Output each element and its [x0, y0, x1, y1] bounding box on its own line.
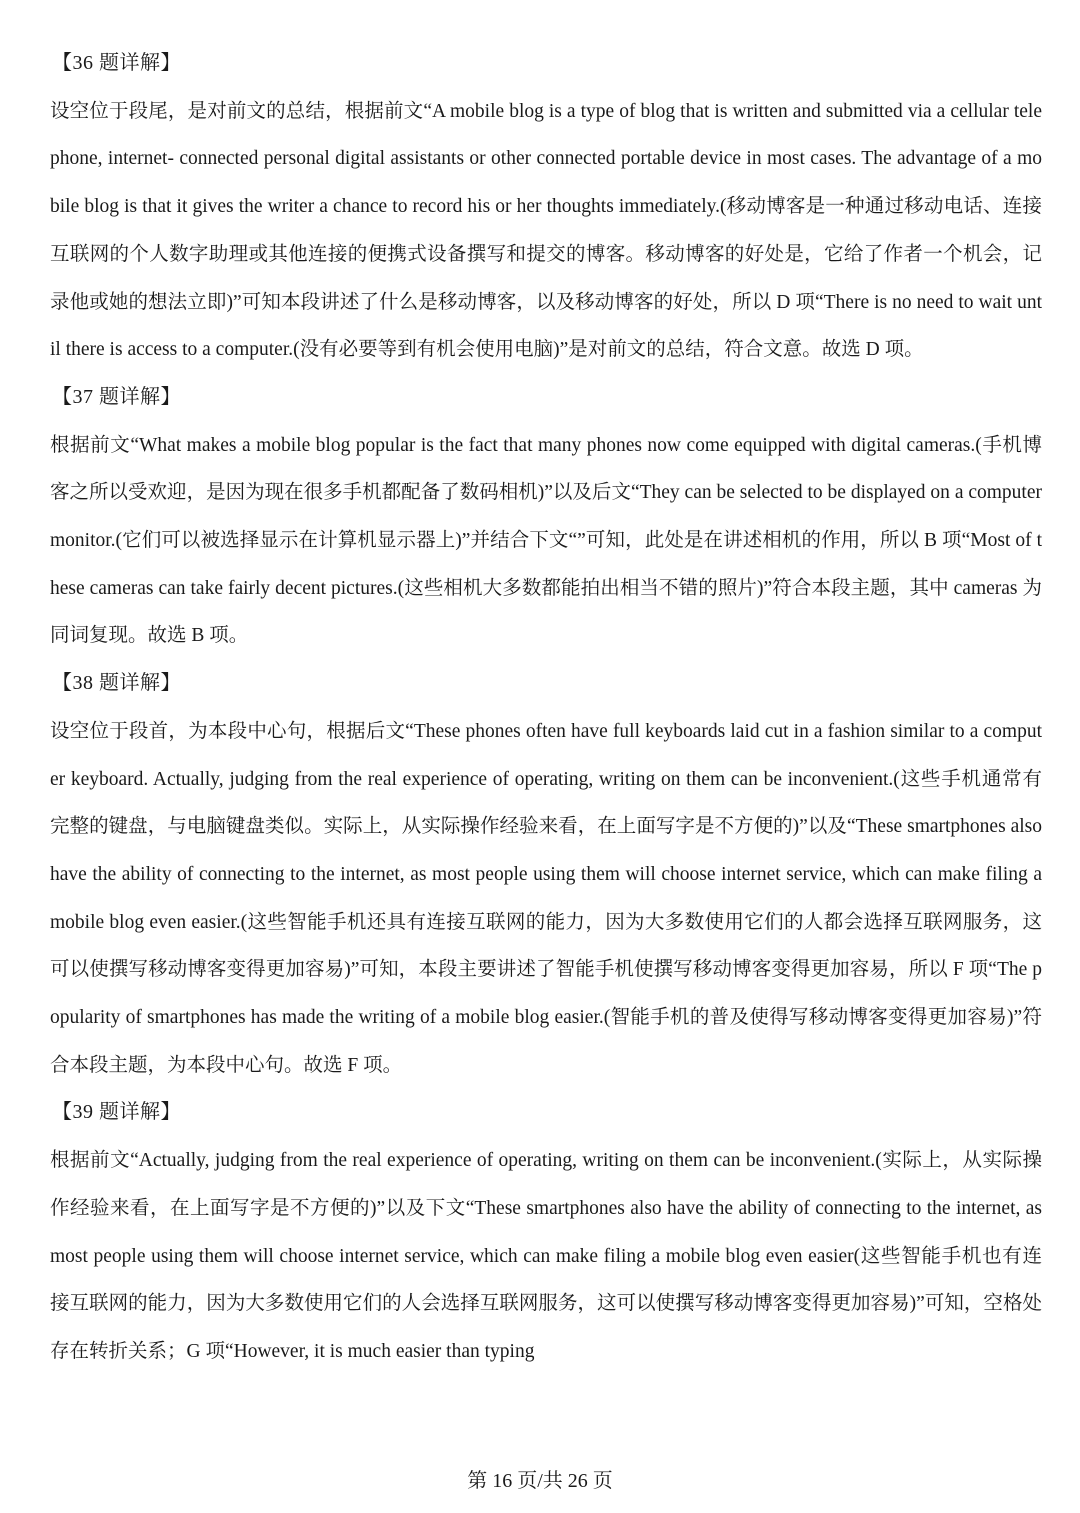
- explanation-39: [50, 1089, 1042, 1375]
- section-body: 设空位于段尾，是对前文的总结，根据前文“A mobile blog is a type of blog that is written and submitted via a cellular telephone, internet- connected personal digital assistants or other connected portable device in most cases. The advantage of a mobile blog is that it gives the writer a chance to record his or her thoughts immediately.(移动博客是一种通过移动电话、连接互联网的个人数字助理或其他连接的便携式设备撰写和提交的博客。移动博客的好处是，它给了作者一个机会，记录他或她的想法立即)”可知本段讲述了什么是移动博客，以及移动博客的好处，所以 D 项“There is no need to wait until there is access to a computer.(没有必要等到有机会使用电脑)”是对前文的总结，符合文意。故选 D 项。: [50, 100, 1042, 361]
- explanation-36: [50, 40, 1042, 374]
- section-body: 根据前文“Actually, judging from the real experience of operating, writing on them can be inconvenient.(实际上，从实际操作经验来看，在上面写字是不方便的)”以及下文“These smartphones also have the ability of connecting to the internet, as most people using them will choose internet service, which can make filing a mobile blog even easier(这些智能手机也有连接互联网的能力，因为大多数使用它们的人会选择互联网服务，这可以使撰写移动博客变得更加容易)”可知，空格处存在转折关系；G 项“However, it is much easier than typing: [50, 1150, 1042, 1362]
- document-page: [50, 40, 1042, 1376]
- section-heading: 【38 题详解】: [52, 672, 181, 695]
- explanation-38: [50, 660, 1042, 1089]
- section-body: 根据前文“What makes a mobile blog popular is the fact that many phones now come equipped with digital cameras.(手机博客之所以受欢迎，是因为现在很多手机都配备了数码相机)”以及后文“They can be selected to be displayed on a computer monitor.(它们可以被选择显示在计算机显示器上)”并结合下文“”可知，此处是在讲述相机的作用，所以 B 项“Most of these cameras can take fairly decent pictures.(这些相机大多数都能拍出相当不错的照片)”符合本段主题，其中 cameras 为同词复现。故选 B 项。: [50, 434, 1042, 647]
- explanation-37: [50, 374, 1042, 660]
- section-heading: 【37 题详解】: [52, 385, 181, 408]
- section-heading: 【36 题详解】: [52, 52, 181, 74]
- section-body: 设空位于段首，为本段中心句，根据后文“These phones often have full keyboards laid cut in a fashion similar to a computer keyboard. Actually, judging from the real experience of operating, writing on them can be inconvenient.(这些手机通常有完整的键盘，与电脑键盘类似。实际上，从实际操作经验来看，在上面写字是不方便的)”以及“These smartphones also have the ability of connecting to the internet, as most people using them will choose internet service, which can make filing a mobile blog even easier.(这些智能手机还具有连接互联网的能力，因为大多数使用它们的人都会选择互联网服务，这可以使撰写移动博客变得更加容易)”可知，本段主要讲述了智能手机使撰写移动博客变得更加容易，所以 F 项“The popularity of smartphones has made the writing of a mobile blog easier.(智能手机的普及使得写移动博客变得更加容易)”符合本段主题，为本段中心句。故选 F 项。: [50, 720, 1042, 1076]
- page-number: 第 16 页/共 26 页: [467, 1470, 613, 1492]
- section-heading: 【39 题详解】: [52, 1101, 181, 1124]
